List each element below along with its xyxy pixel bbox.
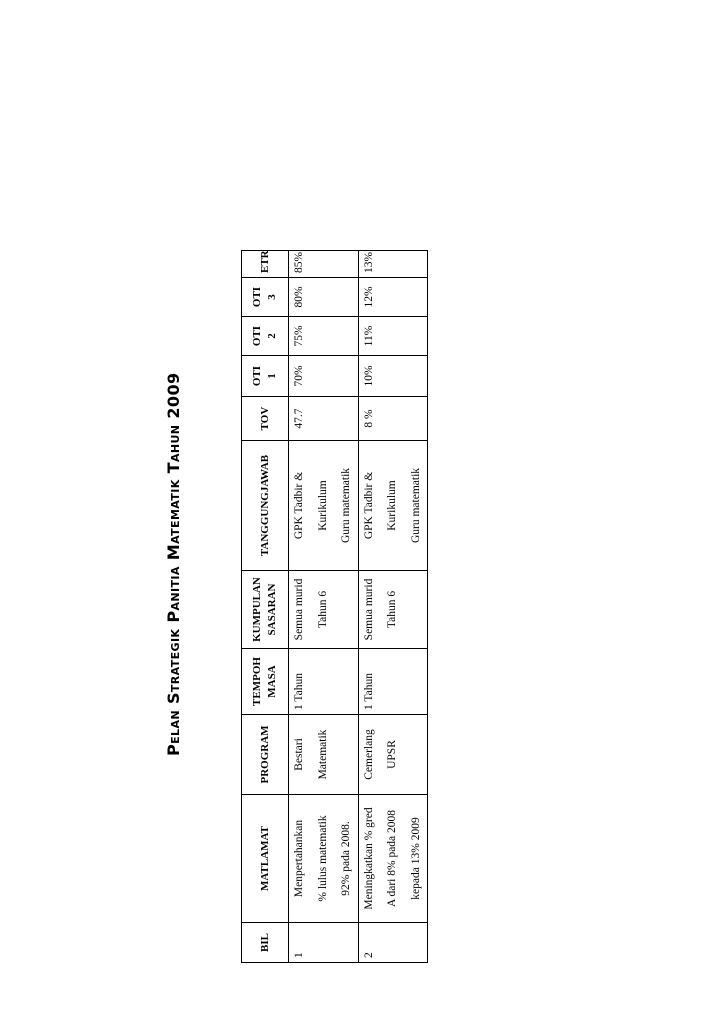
- header-tov: TOV: [242, 397, 289, 441]
- cell-tempoh: 1 Tahun: [358, 649, 428, 715]
- header-matlamat: MATLAMAT: [242, 795, 289, 923]
- header-kumpulan-sasaran: KUMPULAN SASARAN: [242, 571, 289, 649]
- cell-oti-2: 11%: [358, 317, 428, 356]
- header-tempoh-masa: TEMPOH MASA: [242, 649, 289, 715]
- cell-oti-3: 12%: [358, 278, 428, 317]
- cell-etr: 85%: [289, 251, 359, 278]
- table-row: [289, 251, 359, 963]
- table-row: [358, 251, 428, 963]
- header-oti-2: OTI 2: [242, 317, 289, 356]
- cell-tov: 8 %: [358, 397, 428, 441]
- cell-oti-3: 80%: [289, 278, 359, 317]
- header-oti-1: OTI 1: [242, 356, 289, 397]
- header-row: [242, 251, 289, 963]
- cell-etr: 13%: [358, 251, 428, 278]
- rotated-page: [160, 243, 460, 963]
- cell-matlamat: Menpertahankan % lulus matematik 92% pada 2008.: [289, 795, 359, 923]
- cell-kumpulan: Semua murid Tahun 6: [289, 571, 359, 649]
- document-title: Pelan Strategik Panitia Matematik Tahun 2009: [164, 372, 183, 756]
- cell-program: Cemerlang UPSR: [358, 715, 428, 795]
- cell-program: Bestari Matematik: [289, 715, 359, 795]
- cell-kumpulan: Semua murid Tahun 6: [358, 571, 428, 649]
- cell-tempoh: 1 Tahun: [289, 649, 359, 715]
- cell-bil: 1: [289, 923, 359, 963]
- cell-oti-1: 10%: [358, 356, 428, 397]
- cell-tanggungjawab: GPK Tadbir & Kurikulum Guru matematik: [358, 441, 428, 571]
- cell-tov: 47.7: [289, 397, 359, 441]
- header-oti-3: OTI 3: [242, 278, 289, 317]
- strategic-plan-table: [241, 250, 428, 963]
- cell-bil: 2: [358, 923, 428, 963]
- cell-matlamat: Meningkatkan % gred A dari 8% pada 2008 kepada 13% 2009: [358, 795, 428, 923]
- cell-tanggungjawab: GPK Tadbir & Kurikulum Guru matematik: [289, 441, 359, 571]
- cell-oti-1: 70%: [289, 356, 359, 397]
- header-etr: ETR: [242, 251, 289, 278]
- cell-oti-2: 75%: [289, 317, 359, 356]
- header-bil: BIL: [242, 923, 289, 963]
- header-program: PROGRAM: [242, 715, 289, 795]
- header-tanggungjawab: TANGGUNGJAWAB: [242, 441, 289, 571]
